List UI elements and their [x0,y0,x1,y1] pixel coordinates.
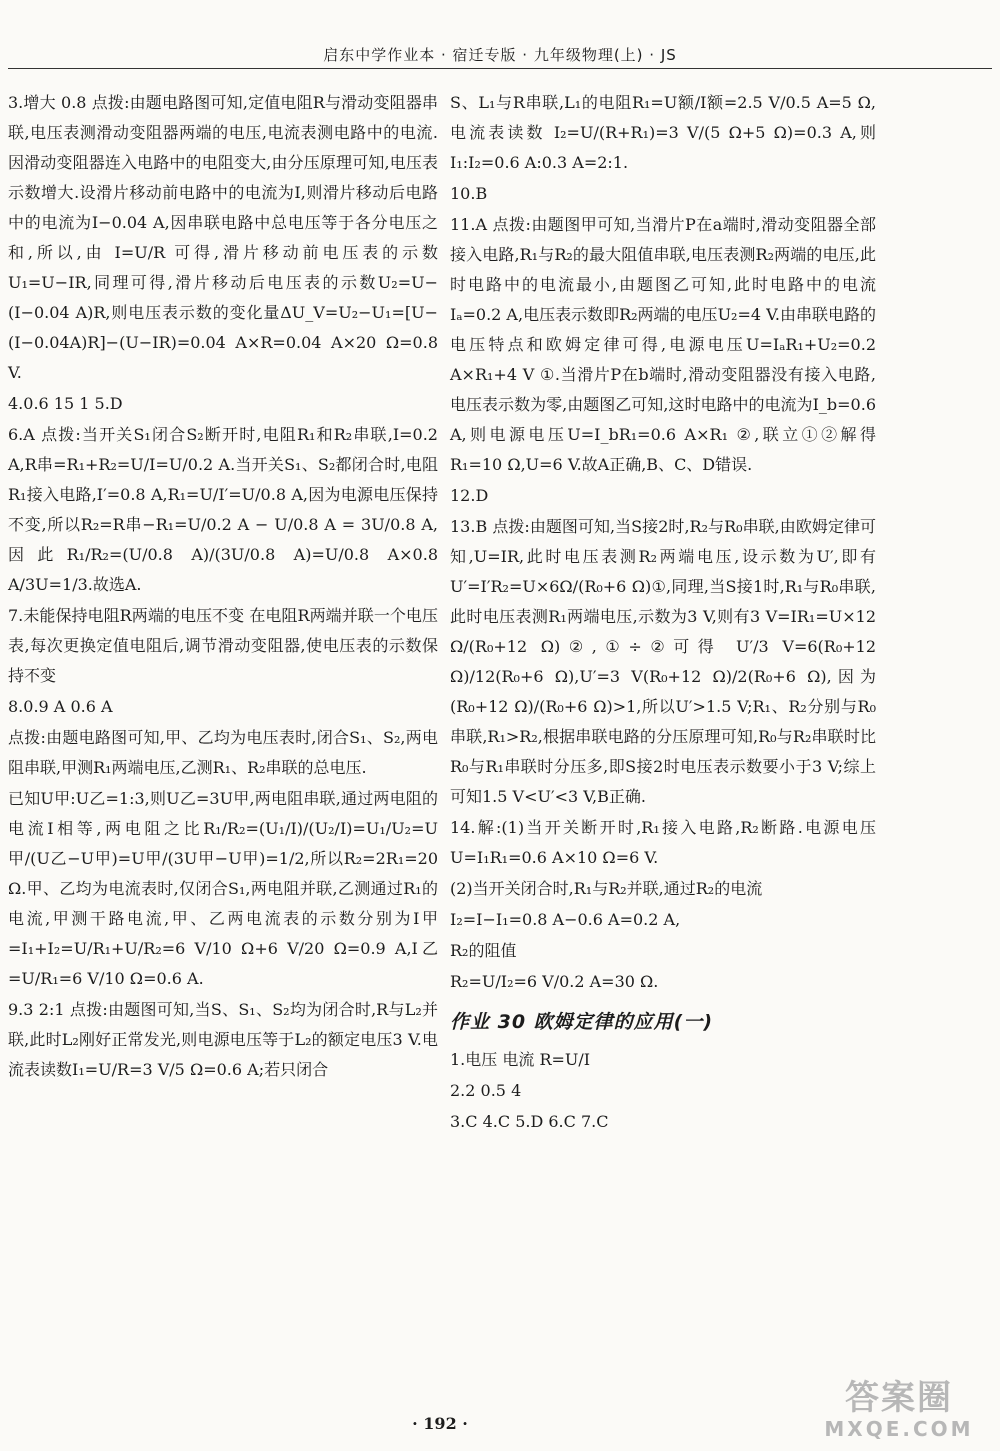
answer-text: 3.增大 0.8 点拨:由题电路图可知,定值电阻R与滑动变阻器串联,电压表测滑动变阻器两端的电压,电流表测电路中的电流.因滑动变阻器连入电路中的电阻变大,由分压原理可知,电压表示数增大.设滑片移动前电路中的电流为I,则滑片移动后电路中的电流为I−0.04 A,因串联电路中总电压等于各分电压之和,所以,由 I=U/R 可得,滑片移动前电压表的示数U₁=U−IR,同理可得,滑片移动后电压表的示数U₂=U−(I−0.04 A)R,则电压表示数的变化量ΔU_V=U₂−U₁=[U−(I−0.04A)R]−(U−IR)=0.04 A×R=0.04 A×20 Ω=0.8 V. [8,93,438,382]
answer-text: 14.解:(1)当开关断开时,R₁接入电路,R₂断路.电源电压U=I₁R₁=0.6 A×10 Ω=6 V. [450,818,876,867]
answer-item [450,936,876,966]
page-number: · 192 · [412,1414,468,1433]
answer-text: 13.B 点拨:由题图可知,当S接2时,R₂与R₀串联,由欧姆定律可知,U=IR,此时电压表测R₂两端电压,设示数为U′,即有U′=I′R₂=U×6Ω/(R₀+6 Ω)①,同理,当S接1时,R₁与R₀串联,此时电压表测R₁两端电压,示数为3 V,则有3 V=IR₁=U×12 Ω/(R₀+12 Ω)②,①÷②可得 U′/3 V=6(R₀+12 Ω)/12(R₀+6 Ω),U′=3 V(R₀+12 Ω)/2(R₀+6 Ω),因为(R₀+12 Ω)/(R₀+6 Ω)>1,所以U′>1.5 V;R₁、R₂分别与R₀串联,R₁>R₂,根据串联电路的分压原理可知,R₀与R₂串联时比R₀与R₁串联时分压多,即S接2时电压表示数要小于3 V;综上可知1.5 V<U′<3 V,B正确. [450,517,876,806]
watermark-main: 答案圈 [845,1378,953,1418]
answer-item [450,512,876,812]
answer-item [450,967,876,997]
answer-text: 已知U甲:U乙=1:3,则U乙=3U甲,两电阻串联,通过两电阻的电流I相等,两电阻之比R₁/R₂=(U₁/I)/(U₂/I)=U₁/U₂=U甲/(U乙−U甲)=U甲/(3U甲−U甲)=1/2,所以R₂=2R₁=20 Ω.甲、乙均为电流表时,仅闭合S₁,两电阻并联,乙测通过R₁的电流,甲测干路电流,甲、乙两电流表的示数分别为I甲=I₁+I₂=U/R₁+U/R₂=6 V/10 Ω+6 V/20 Ω=0.9 A,I乙=U/R₁=6 V/10 Ω=0.6 A. [8,789,438,988]
answer-text: 10.B [450,184,488,203]
answer-item [8,784,438,994]
watermark-sub: MXQE.COM [824,1417,974,1441]
answer-text: 7.未能保持电阻R两端的电压不变 在电阻R两端并联一个电压表,每次更换定值电阻后,调节滑动变阻器,使电压表的示数保持不变 [8,606,438,685]
answer-text: I₂=I−I₁=0.8 A−0.6 A=0.2 A, [450,910,681,929]
answer-item [450,88,876,178]
answer-text: S、L₁与R串联,L₁的电阻R₁=U额/I额=2.5 V/0.5 A=5 Ω,电流表读数 I₂=U/(R+R₁)=3 V/(5 Ω+5 Ω)=0.3 A,则I₁:I₂=0.6 A:0.3 A=2:1. [450,93,876,172]
answer-item [450,905,876,935]
answer-item [450,481,876,511]
page-header: 启东中学作业本 · 宿迁专版 · 九年级物理(上) · JS [323,46,677,64]
left-column [8,88,438,1086]
answer-item [8,88,438,388]
answer-item [450,874,876,904]
watermark-logo [824,1378,974,1448]
answer-item [8,420,438,600]
answer-text: 12.D [450,486,489,505]
answer-text: 8.0.9 A 0.6 A [8,697,113,716]
answer-item [450,179,876,209]
answer-item [450,1076,876,1106]
header-rule [8,68,992,69]
answer-item [450,1045,876,1075]
answer-item [8,601,438,691]
answer-text: R₂的阻值 [450,941,517,960]
answer-item [8,389,438,419]
answer-text: R₂=U/I₂=6 V/0.2 A=30 Ω. [450,972,659,991]
answer-item [450,1107,876,1137]
section-title: 作业 30 欧姆定律的应用(一) [450,1011,714,1033]
answer-text: 9.3 2:1 点拨:由题图可知,当S、S₁、S₂均为闭合时,R与L₂并联,此时L₂刚好正常发光,则电源电压等于L₂的额定电压3 V.电流表读数I₁=U/R=3 V/5 Ω=0.6 A;若只闭合 [8,1000,438,1079]
answer-item [8,723,438,783]
right-column [450,88,876,1138]
answer-text: 4.0.6 15 1 5.D [8,394,123,413]
answer-text: 6.A 点拨:当开关S₁闭合S₂断开时,电阻R₁和R₂串联,I=0.2 A,R串=R₁+R₂=U/I=U/0.2 A.当开关S₁、S₂都闭合时,电阻R₁接入电路,I′=0.8 A,R₁=U/I′=U/0.8 A,因为电源电压保持不变,所以R₂=R串−R₁=U/0.2 A − U/0.8 A = 3U/0.8 A,因此R₁/R₂=(U/0.8 A)/(3U/0.8 A)=U/0.8 A×0.8 A/3U=1/3.故选A. [8,425,438,594]
answer-text: 3.C 4.C 5.D 6.C 7.C [450,1112,609,1131]
answer-text: 1.电压 电流 R=U/I [450,1050,591,1069]
answer-text: 2.2 0.5 4 [450,1081,522,1100]
answer-text: 11.A 点拨:由题图甲可知,当滑片P在a端时,滑动变阻器全部接入电路,R₁与R₂的最大阻值串联,电压表测R₂两端的电压,此时电路中的电流最小,由题图乙可知,此时电路中的电流Iₐ=0.2 A,电压表示数即R₂两端的电压U₂=4 V.由串联电路的电压特点和欧姆定律可得,电源电压U=IₐR₁+U₂=0.2 A×R₁+4 V ①.当滑片P在b端时,滑动变阻器没有接入电路,电压表示数为零,由题图乙可知,这时电路中的电流为I_b=0.6 A,则电源电压U=I_bR₁=0.6 A×R₁ ②,联立①②解得R₁=10 Ω,U=6 V.故A正确,B、C、D错误. [450,215,876,474]
answer-item [8,995,438,1085]
answer-text: 点拨:由题电路图可知,甲、乙均为电压表时,闭合S₁、S₂,两电阻串联,甲测R₁两端电压,乙测R₁、R₂串联的总电压. [8,728,438,777]
answer-text: (2)当开关闭合时,R₁与R₂并联,通过R₂的电流 [450,879,763,898]
answer-item [8,692,438,722]
answer-item [450,210,876,480]
answer-item [450,813,876,873]
